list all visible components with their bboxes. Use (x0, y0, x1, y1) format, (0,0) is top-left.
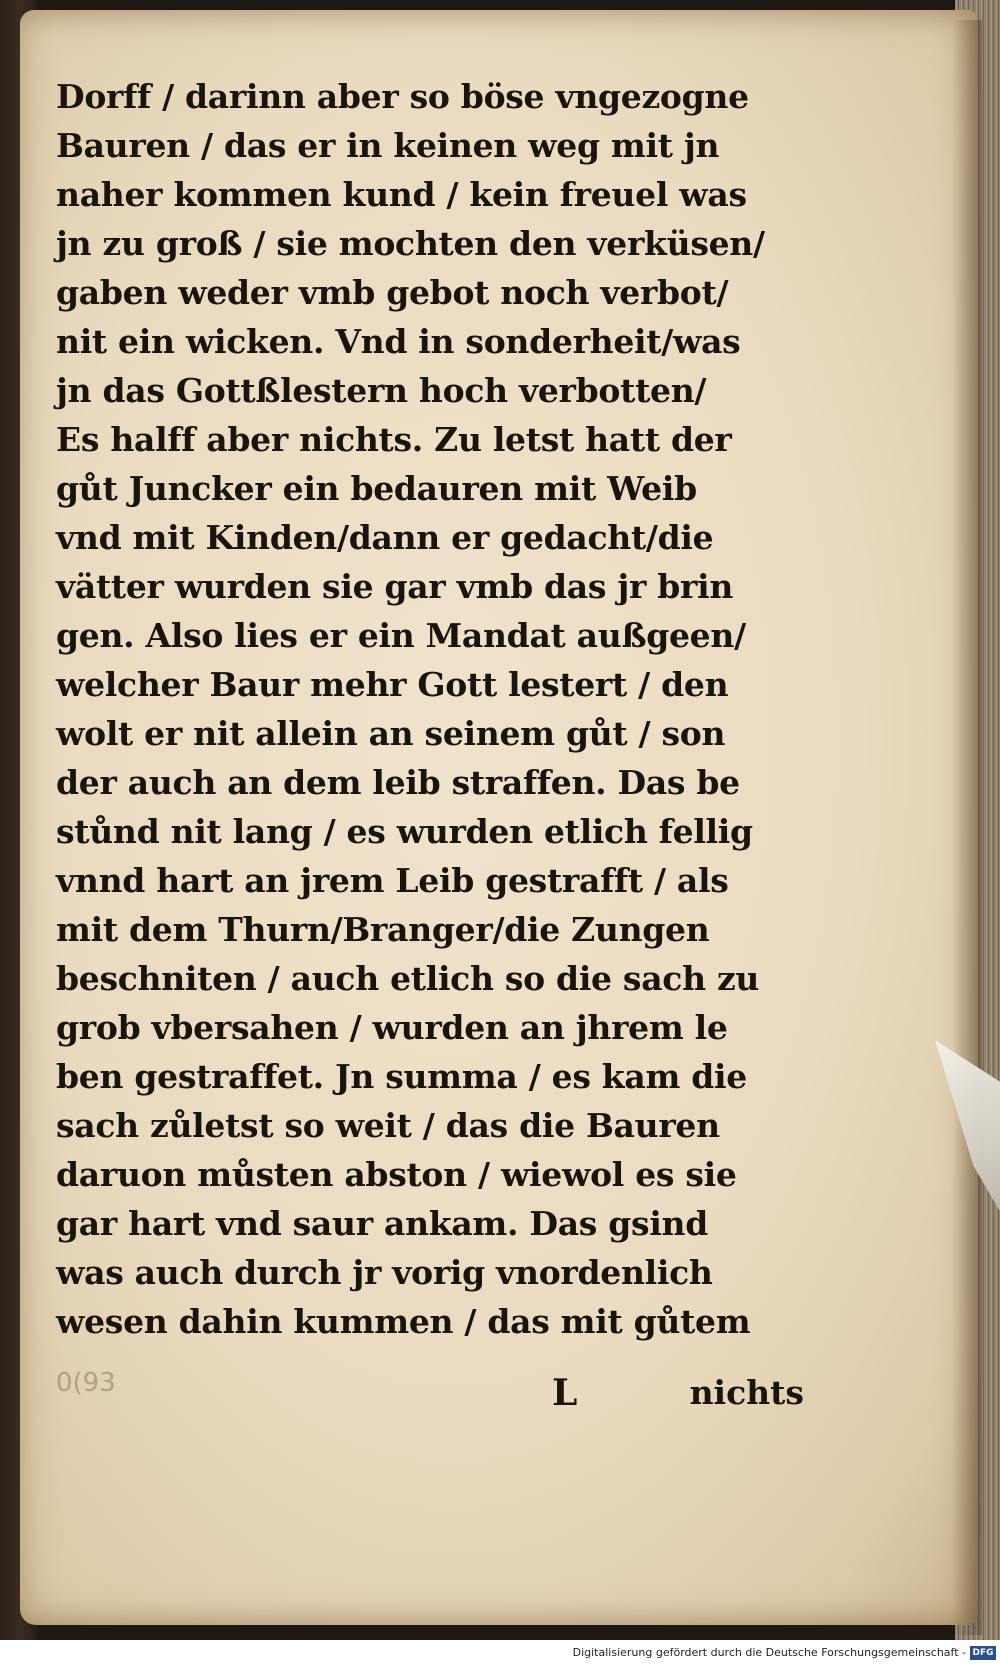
spine-shadow (952, 20, 982, 1635)
text-line-1: Dorff / darinn aber so böse vngezogne (56, 77, 749, 116)
text-line-18: mit dem Thurn/Branger/die Zungen (56, 910, 710, 949)
signature-mark: L (552, 1372, 578, 1414)
page-foot-row (56, 1368, 806, 1418)
text-line-5: gaben weder vmb gebot noch verbot/ (56, 273, 729, 312)
text-line-10: vnd mit Kinden/dann er gedacht/die (56, 518, 714, 557)
book-page (20, 10, 978, 1625)
text-line-20: grob vbersahen / wurden an jhrem le (56, 1008, 728, 1047)
text-line-8: Es halff aber nichts. Zu letst hatt der (56, 420, 732, 459)
text-line-2: Bauren / das er in keinen weg mit jn (56, 126, 720, 165)
dfg-logo-icon: DFG (970, 1646, 996, 1660)
text-line-17: vnnd hart an jrem Leib gestrafft / als (56, 861, 729, 900)
text-line-15: der auch an dem leib straffen. Das be (56, 763, 740, 802)
text-line-26: wesen dahin kummen / das mit gůtem (56, 1302, 751, 1341)
text-line-4: jn zu groß / sie mochten den verküsen/ (56, 224, 765, 263)
faded-stamp: 0(93 (56, 1368, 116, 1398)
text-line-16: stůnd nit lang / es wurden etlich fellig (56, 812, 753, 851)
text-line-22: sach zůletst so weit / das die Bauren (56, 1106, 720, 1145)
text-line-13: welcher Baur mehr Gott lestert / den (56, 665, 729, 704)
text-line-25: was auch durch jr vorig vnordenlich (56, 1253, 713, 1292)
text-line-7: jn das Gottßlestern hoch verbotten/ (56, 371, 707, 410)
text-block (56, 72, 806, 1346)
text-line-11: vätter wurden sie gar vmb das jr brin (56, 567, 734, 606)
catchword: nichts (689, 1373, 804, 1412)
text-line-14: wolt er nit allein an seinem gůt / son (56, 714, 726, 753)
footer-credit: Digitalisierung gefördert durch die Deutsche Forschungsgemeinschaft - (572, 1646, 966, 1659)
text-line-21: ben gestraffet. Jn summa / es kam die (56, 1057, 747, 1096)
text-line-24: gar hart vnd saur ankam. Das gsind (56, 1204, 709, 1243)
text-line-6: nit ein wicken. Vnd in sonderheit/was (56, 322, 741, 361)
text-line-19: beschniten / auch etlich so die sach zu (56, 959, 760, 998)
text-line-12: gen. Also lies er ein Mandat außgeen/ (56, 616, 746, 655)
footer-bar (0, 1640, 1000, 1668)
text-line-3: naher kommen kund / kein freuel was (56, 175, 747, 214)
text-line-9: gůt Juncker ein bedauren mit Weib (56, 469, 697, 508)
text-line-23: daruon můsten abston / wiewol es sie (56, 1155, 737, 1194)
